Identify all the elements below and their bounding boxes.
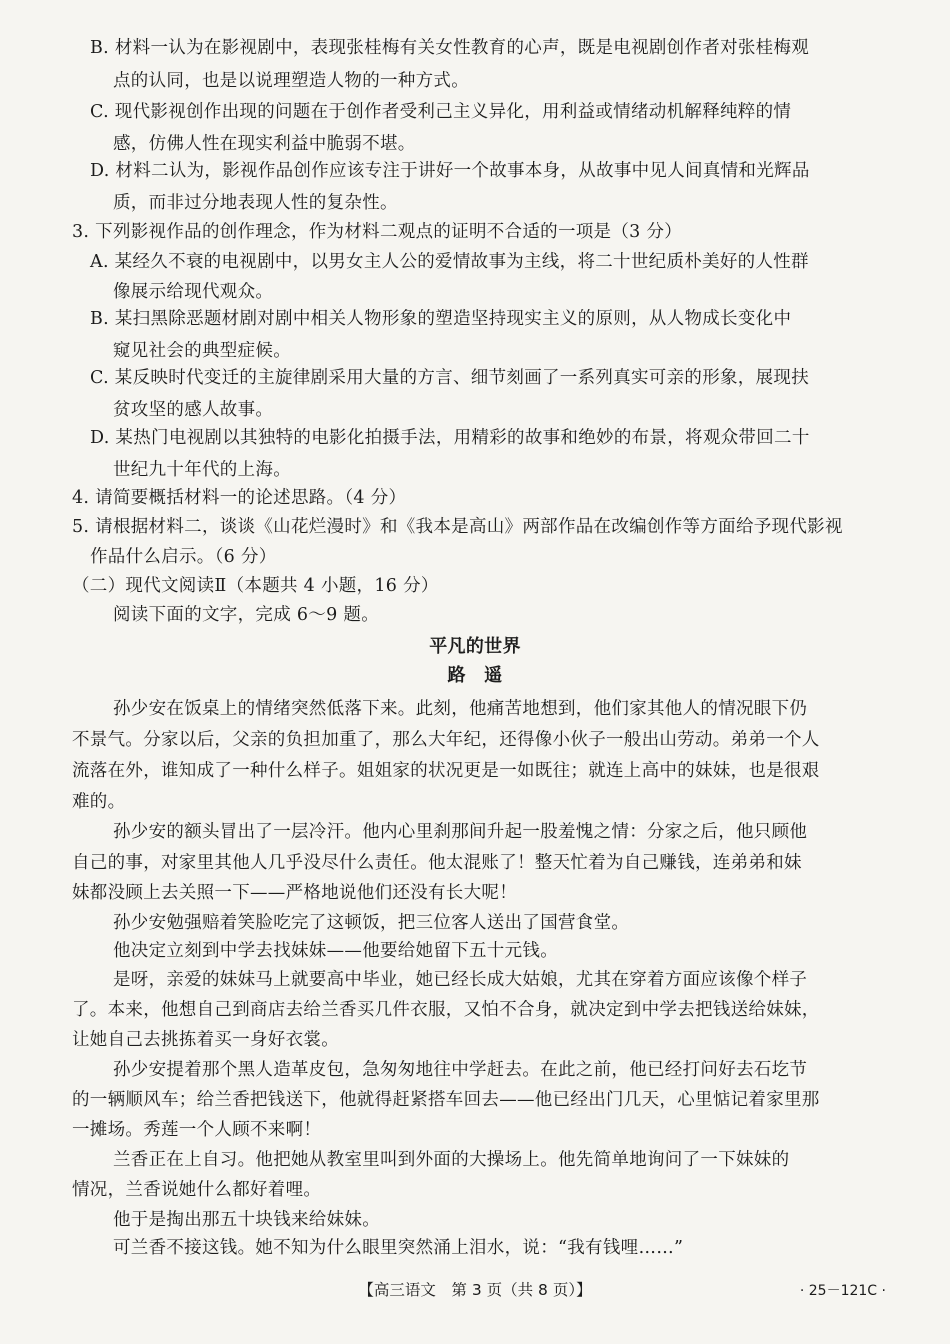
passage-p2-line2: 自己的事，对家里其他人几乎没尽什么责任。他太混账了！整天忙着为自己赚钱，连弟弟和妹 [72,853,802,873]
passage-p9: 可兰香不接这钱。她不知为什么眼里突然涌上泪水，说：“我有钱哩……” [113,1238,684,1258]
passage-p1-line2: 不景气。分家以后，父亲的负担加重了，那么大年纪，还得像小伙子一般出山劳动。弟弟一个人 [72,730,820,750]
option-c-line1: C. 现代影视创作出现的问题在于创作者受利己主义异化，用利益或情绪动机解释纯粹的情 [90,102,792,122]
q3-option-c-line2: 贫攻坚的感人故事。 [113,400,274,420]
q3-option-b-line1: B. 某扫黑除恶题材剧对剧中相关人物形象的塑造坚持现实主义的原则，从人物成长变化中 [90,309,792,329]
passage-p1-line1: 孙少安在饭桌上的情绪突然低落下来。此刻，他痛苦地想到，他们家其他人的情况眼下仍 [113,699,808,719]
option-d-line1: D. 材料二认为，影视作品创作应该专注于讲好一个故事本身，从故事中见人间真情和光辉品 [90,161,810,181]
passage-p6-line3: 一摊场。秀莲一个人顾不来啊！ [72,1120,322,1140]
q3-option-a-line1: A. 某经久不衰的电视剧中，以男女主人公的爱情故事为主线，将二十世纪质朴美好的人性群 [90,252,809,272]
passage-p7-line2: 情况，兰香说她什么都好着哩。 [72,1180,322,1200]
question-5-line1: 5. 请根据材料二，谈谈《山花烂漫时》和《我本是高山》两部作品在改编创作等方面给予现代影视 [72,517,843,537]
passage-p5-line2: 了。本来，他想自己到商店去给兰香买几件衣服，又怕不合身，就决定到中学去把钱送给妹妹， [72,1000,820,1020]
q3-option-d-line2: 世纪九十年代的上海。 [113,460,291,480]
passage-p7-line1: 兰香正在上自习。他把她从教室里叫到外面的大操场上。他先简单地询问了一下妹妹的 [113,1150,790,1170]
exam-code: · 25－121C · [799,1283,886,1299]
passage-p5-line3: 让她自己去挑拣着买一身好衣裳。 [72,1030,339,1050]
passage-p4: 他决定立刻到中学去找妹妹——他要给她留下五十元钱。 [113,941,558,961]
passage-p2-line3: 妹都没顾上去关照一下——严格地说他们还没有长大呢！ [72,883,517,903]
passage-p6-line1: 孙少安提着那个黑人造革皮包，急匆匆地往中学赶去。在此之前，他已经打问好去石圪节 [113,1060,808,1080]
q3-option-a-line2: 像展示给现代观众。 [113,282,274,302]
question-5-line2: 作品什么启示。（6 分） [90,547,277,567]
passage-p1-line4: 难的。 [72,792,126,812]
option-c-line2: 感，仿佛人性在现实利益中脆弱不堪。 [113,134,416,154]
question-3-stem: 3. 下列影视作品的创作理念，作为材料二观点的证明不合适的一项是（3 分） [72,222,683,242]
q3-option-b-line2: 窥见社会的典型症候。 [113,341,291,361]
q3-option-c-line1: C. 某反映时代变迁的主旋律剧采用大量的方言、细节刻画了一系列真实可亲的形象，展现扶 [90,368,809,388]
passage-p3: 孙少安勉强赔着笑脸吃完了这顿饭，把三位客人送出了国营食堂。 [113,913,630,933]
passage-p8: 他于是掏出那五十块钱来给妹妹。 [113,1210,380,1230]
passage-title: 平凡的世界 [429,636,521,657]
section-heading: （二）现代文阅读Ⅱ（本题共 4 小题，16 分） [72,576,439,596]
page-footer: 【高三语文 第 3 页（共 8 页）】 [358,1281,592,1299]
option-d-line2: 质，而非过分地表现人性的复杂性。 [113,193,398,213]
option-b-line1: B. 材料一认为在影视剧中，表现张桂梅有关女性教育的心声，既是电视剧创作者对张桂梅观 [90,38,810,58]
question-4: 4. 请简要概括材料一的论述思路。（4 分） [72,488,407,508]
passage-p1-line3: 流落在外，谁知成了一种什么样子。姐姐家的状况更是一如既往；就连上高中的妹妹，也是很艰 [72,761,820,781]
passage-author: 路 遥 [447,665,503,686]
option-b-line2: 点的认同，也是以说理塑造人物的一种方式。 [113,71,469,91]
passage-p6-line2: 的一辆顺风车；给兰香把钱送下，他就得赶紧搭车回去——他已经出门几天，心里惦记着家里那 [72,1090,820,1110]
passage-p2-line1: 孙少安的额头冒出了一层冷汗。他内心里刹那间升起一股羞愧之情：分家之后，他只顾他 [113,822,808,842]
passage-p5-line1: 是呀，亲爱的妹妹马上就要高中毕业，她已经长成大姑娘，尤其在穿着方面应该像个样子 [113,970,808,990]
section-instruction: 阅读下面的文字，完成 6～9 题。 [113,605,379,625]
q3-option-d-line1: D. 某热门电视剧以其独特的电影化拍摄手法，用精彩的故事和绝妙的布景，将观众带回二十 [90,428,810,448]
